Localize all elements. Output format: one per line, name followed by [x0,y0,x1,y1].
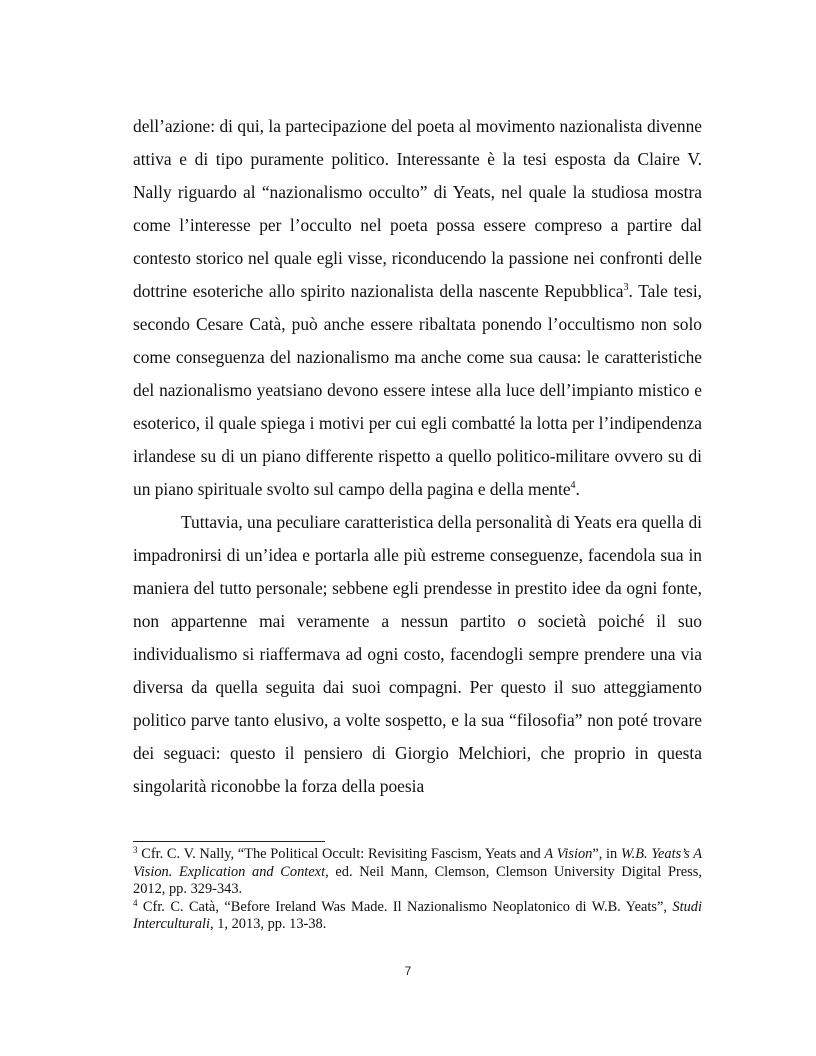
footnote-3 [133,846,702,899]
footnote-number: 4 [133,897,138,908]
footnotes [133,846,702,934]
footnote-ref-4[interactable]: 4 [570,480,576,491]
footnote-separator [133,841,325,842]
paragraph-1-text-c: . [575,479,580,499]
footnote-4 [133,899,702,934]
paragraph-1 [133,110,702,506]
footnote-text: Cfr. C. V. Nally, “The Political Occult: Revisiting Fascism, Yeats and [137,846,545,862]
footnote-journal-title: Studi Interculturali [133,898,702,932]
footnote-text: , ed. Neil Mann, Clemson, Clemson University Digital Press, 2012, pp. 329-343. [133,863,702,897]
body-text [133,110,702,803]
paragraph-2: Tuttavia, una peculiare caratteristica della personalità di Yeats era quella di impadronirsi di un’idea e portarla alle più estreme conseguenze, facendola sua in maniera del tutto personale; sebbene egli prendesse in prestito idee da ogni fonte, non appartenne mai veramente a nessun partito o società poiché il suo individualismo si riaffermava ad ogni costo, facendogli sempre prendere una via diversa da quella seguita dai suoi compagni. Per questo il suo atteggiamento politico parve tanto elusivo, a volte sospetto, e la sua “filosofia” non poté trovare dei seguaci: questo il pensiero di Giorgio Melchiori, che proprio in questa singolarità riconobbe la forza della poesia [133,512,702,796]
footnote-title-italic: A Vision [544,846,593,862]
footnote-text: ”, in [592,846,621,862]
footnote-ref-3[interactable]: 3 [623,282,629,293]
footnote-text: Cfr. C. Catà, “Before Ireland Was Made. Il Nazionalismo Neoplatonico di W.B. Yeats”, [137,898,673,915]
footnote-book-title: W.B. Yeats’s A Vision. Explication and Context [133,846,703,880]
page-number: 7 [404,964,412,978]
footnote-text: , 1, 2013, pp. 13-38. [210,916,327,932]
paragraph-1-text-a: dell’azione: di qui, la partecipazione del poeta al movimento nazionalista divenne attiva e di tipo puramente politico. Interessante è la tesi esposta da Claire V. Nally riguardo al “nazionalismo occulto” di Yeats, nel quale la studiosa mostra come l’interesse per l’occulto nel poeta possa essere compreso a partire dal contesto storico nel quale egli visse, riconducendo la passione nei confronti delle dottrine esoteriche allo spirito nazionalista della nascente Repubblica [133,116,702,301]
paragraph-1-text-b: . Tale tesi, secondo Cesare Catà, può anche essere ribaltata ponendo l’occultismo non solo come conseguenza del nazionalismo ma anche come sua causa: le caratteristiche del nazionalismo yeatsiano devono essere intese alla luce dell’impianto mistico e esoterico, il quale spiega i motivi per cui egli combatté la lotta per l’indipendenza irlandese su di un piano differente rispetto a quello politico-militare ovvero su di un piano spirituale svolto sul campo della pagina e della mente [133,281,703,499]
footnote-number: 3 [133,845,138,855]
